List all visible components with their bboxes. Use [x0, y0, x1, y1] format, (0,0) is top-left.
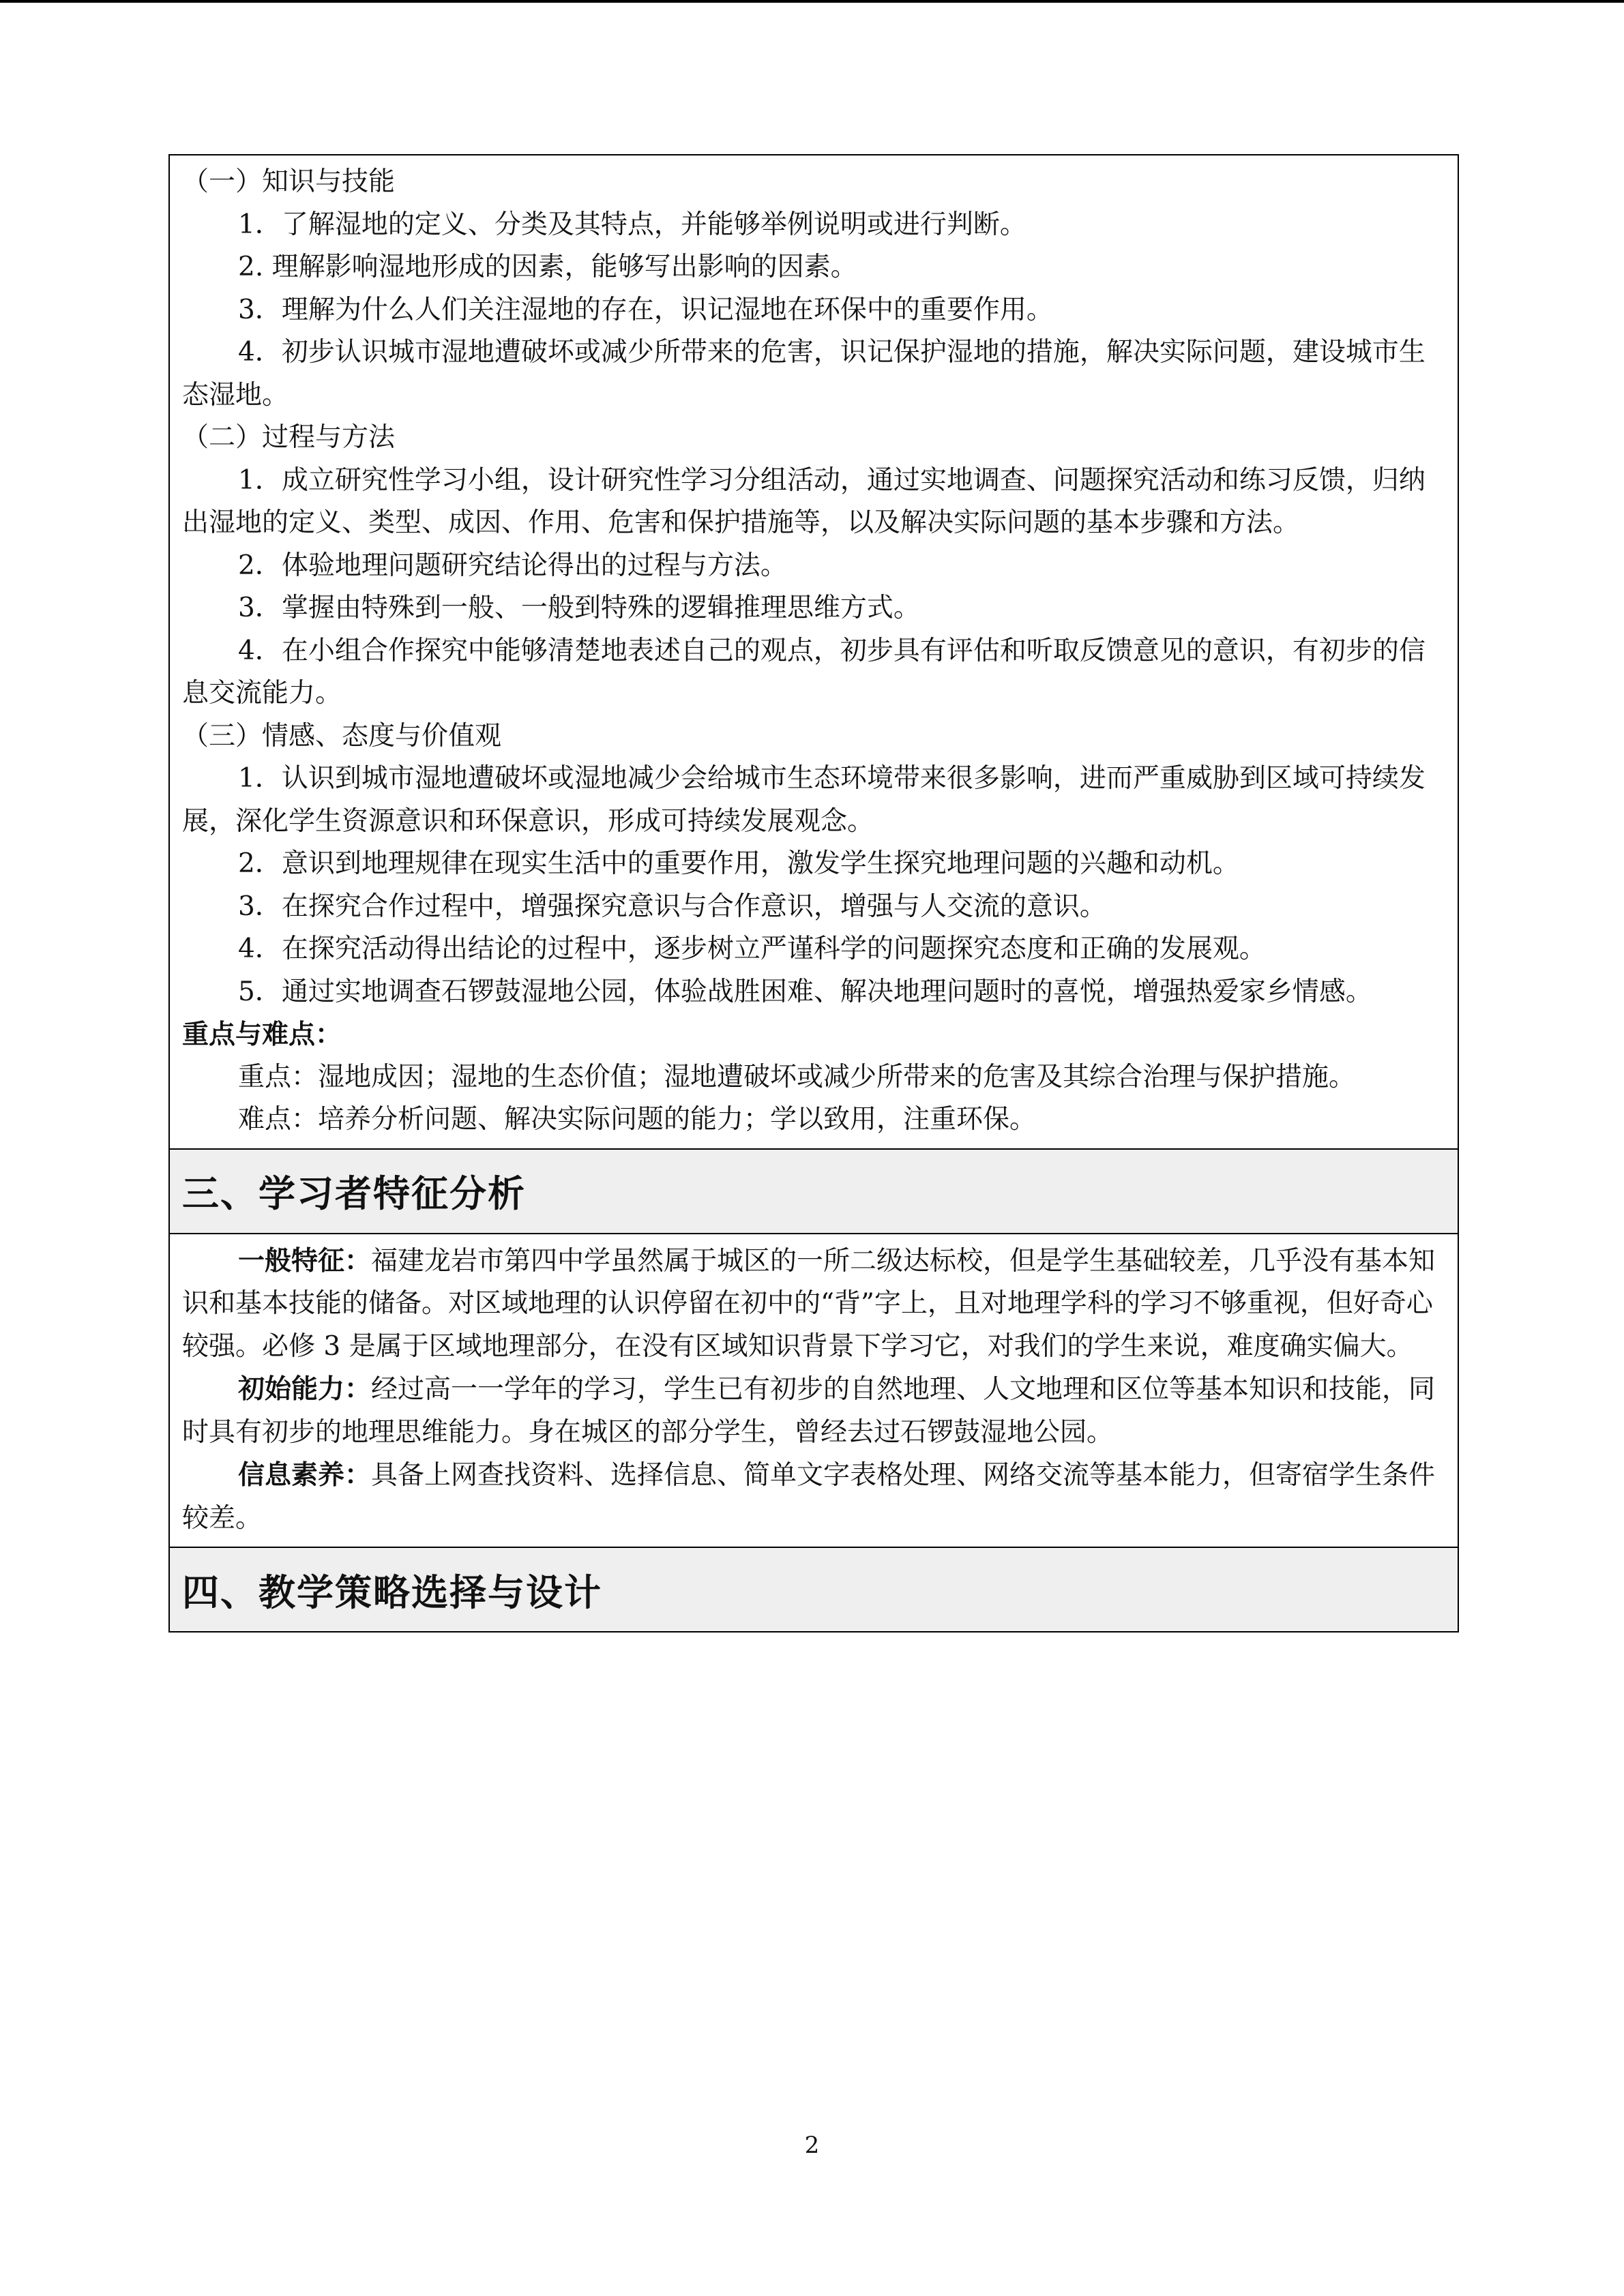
difficulty-text: 难点：培养分析问题、解决实际问题的能力；学以致用，注重环保。: [238, 1104, 1037, 1135]
learner-analysis-cell: [170, 1233, 1458, 1547]
objectives-cell: [170, 155, 1458, 1148]
key-difficulty-heading: 重点与难点：: [182, 1019, 342, 1050]
info-literacy-text: 具备上网查找资料、选择信息、简单文字表格处理、网络交流等基本能力，但寄宿学生条件较差。: [182, 1460, 1436, 1534]
page-number: 2: [804, 2132, 820, 2159]
top-border-line: [0, 0, 1624, 3]
emotion-item-1: 1．认识到城市湿地遭破坏或湿地减少会给城市生态环境带来很多影响，进而严重威胁到区域可持续发展，深化学生资源意识和环保意识，形成可持续发展观念。: [182, 763, 1426, 837]
process-item-1: 1．成立研究性学习小组，设计研究性学习分组活动，通过实地调查、问题探究活动和练习反馈，归纳出湿地的定义、类型、成因、作用、危害和保护措施等，以及解决实际问题的基本步骤和方法。: [182, 464, 1426, 538]
section-3-heading: 三、学习者特征分析: [170, 1148, 1458, 1233]
process-item-4: 4．在小组合作探究中能够清楚地表述自己的观点，初步具有评估和听取反馈意见的意识，有初步的信息交流能力。: [182, 635, 1426, 709]
knowledge-item-2: 2. 理解影响湿地形成的因素，能够写出影响的因素。: [238, 252, 857, 282]
emotion-item-2: 2．意识到地理规律在现实生活中的重要作用，激发学生探究地理问题的兴趣和动机。: [238, 848, 1239, 879]
general-features-paragraph: [182, 1240, 1445, 1369]
subheading-process-methods: （二）过程与方法: [182, 422, 396, 453]
emotion-item-3: 3．在探究合作过程中，增强探究意识与合作意识，增强与人交流的意识。: [238, 891, 1106, 922]
general-features-text: 福建龙岩市第四中学虽然属于城区的一所二级达标校，但是学生基础较差，几乎没有基本知识和基本技能的储备。对区域地理的认识停留在初中的“背”字上，且对地理学科的学习不够重视，但好奇心较强。必修 3 是属于区域地理部分，在没有区域知识背景下学习它，对我们的学生来说，难度确实偏大。: [182, 1245, 1436, 1362]
lesson-plan-table: [168, 154, 1459, 1632]
process-item-3: 3．掌握由特殊到一般、一般到特殊的逻辑推理思维方式。: [238, 593, 920, 623]
info-literacy-label: 信息素养：: [238, 1459, 372, 1491]
knowledge-item-1: 1．了解湿地的定义、分类及其特点，并能够举例说明或进行判断。: [238, 209, 1027, 240]
subheading-knowledge-skills: （一）知识与技能: [182, 166, 396, 197]
initial-ability-text: 经过高一一学年的学习，学生已有初步的自然地理、人文地理和区位等基本知识和技能，同时具有初步的地理思维能力。身在城区的部分学生，曾经去过石锣鼓湿地公园。: [182, 1374, 1436, 1448]
key-point-text: 重点：湿地成因；湿地的生态价值；湿地遭破坏或减少所带来的危害及其综合治理与保护措施。: [238, 1061, 1356, 1092]
knowledge-item-3: 3．理解为什么人们关注湿地的存在，识记湿地在环保中的重要作用。: [238, 294, 1053, 325]
general-features-label: 一般特征：: [238, 1244, 372, 1277]
process-item-2: 2．体验地理问题研究结论得出的过程与方法。: [238, 550, 787, 581]
info-literacy-paragraph: [182, 1454, 1445, 1540]
emotion-item-4: 4．在探究活动得出结论的过程中，逐步树立严谨科学的问题探究态度和正确的发展观。: [238, 934, 1266, 964]
knowledge-item-4: 4．初步认识城市湿地遭破坏或减少所带来的危害，识记保护湿地的措施，解决实际问题，建设城市生态湿地。: [182, 337, 1426, 411]
initial-ability-paragraph: [182, 1368, 1445, 1454]
emotion-item-5: 5．通过实地调查石锣鼓湿地公园，体验战胜困难、解决地理问题时的喜悦，增强热爱家乡情感。: [238, 976, 1372, 1007]
initial-ability-label: 初始能力：: [238, 1373, 372, 1405]
section-4-heading: 四、教学策略选择与设计: [170, 1547, 1458, 1631]
subheading-emotion-values: （三）情感、态度与价值观: [182, 720, 502, 751]
